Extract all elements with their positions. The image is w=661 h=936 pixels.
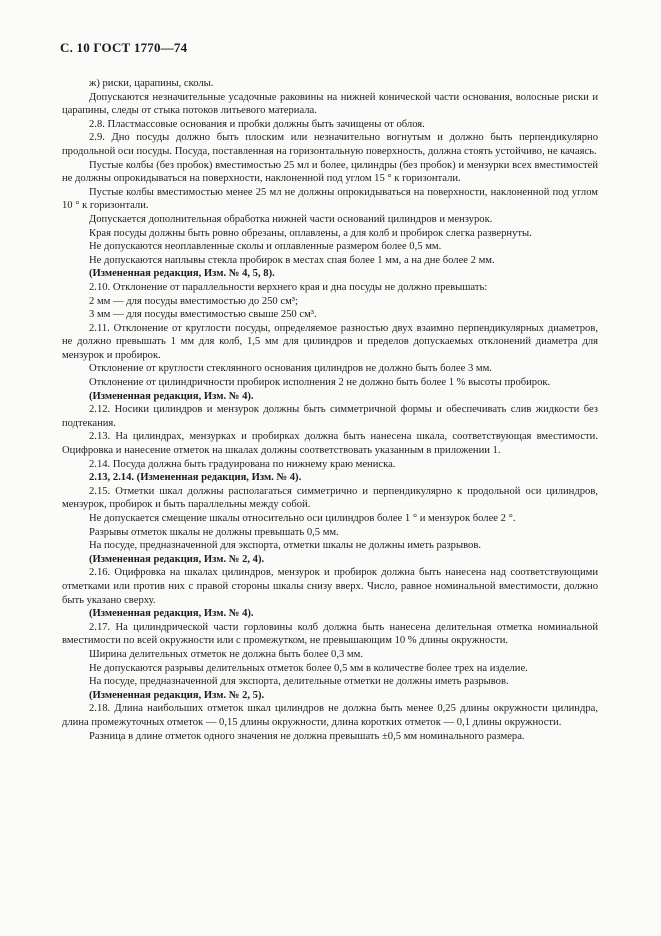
paragraph: 3 мм — для посуды вместимостью свыше 250 см³. [89, 309, 317, 321]
paragraph: 2.12. Носики цилиндров и мензурок должны быть симметричной формы и обеспечивать слив жидкости без подтекания. [62, 404, 598, 429]
paragraph: 2.15. Отметки шкал должны располагаться симметрично и перпендикулярно к продольной оси цилиндров, мензурок, пробирок и быть параллельны между собой. [62, 485, 598, 511]
paragraph: Пустые колбы (без пробок) вместимостью 25 мл и более, цилиндры (без пробок) и мензурки всех вместимостей не должны опрокидываться на поверхности, наклоненной под углом 15 ° к горизонтали. [62, 159, 598, 185]
paragraph: Отклонение от круглости стеклянного основания цилиндров не должно быть более 3 мм. [89, 363, 492, 375]
paragraph: 2.8. Пластмассовые основания и пробки должны быть зачищены от облоя. [89, 118, 425, 130]
paragraph: Не допускаются неоплавленные сколы и оплавленные размером более 0,5 мм. [89, 241, 442, 253]
paragraph: 2.16. Оцифровка на шкалах цилиндров, мензурок и пробирок должна быть нанесена над соответствующими отметками или против них с правой стороны шкалы снизу вверх. Число, равное номинальной вместимости, должно быть указано сверху. [62, 567, 598, 606]
paragraph: Допускаются незначительные усадочные раковины на нижней конической части основания, волосные риски и царапины, следы от стыка потоков литьевого материала. [62, 91, 598, 117]
paragraph: Допускается дополнительная обработка нижней части оснований цилиндров и мензурок. [89, 213, 493, 225]
paragraph: 2.13. На цилиндрах, мензурках и пробирках должна быть нанесена шкала, соответствующая вместимости. Оцифровка и нанесение отметок на шкалах должны соответствовать указанным в приложении 1. [62, 431, 598, 457]
amendment-note: 2.13, 2.14. (Измененная редакция, Изм. № 4). [89, 472, 302, 484]
paragraph: 2.14. Посуда должна быть градуирована по нижнему краю мениска. [89, 458, 396, 470]
amendment-note: (Измененная редакция, Изм. № 4). [89, 608, 254, 620]
amendment-note: (Измененная редакция, Изм. № 2, 5). [89, 689, 265, 701]
paragraph: На посуде, предназначенной для экспорта, отметки шкалы не должны иметь разрывов. [89, 540, 481, 552]
document-body [62, 77, 598, 743]
paragraph: Пустые колбы вместимостью менее 25 мл не должны опрокидываться на поверхности, наклоненной под углом 10 ° к горизонтали. [62, 186, 598, 212]
paragraph: 2.9. Дно посуды должно быть плоским или незначительно вогнутым и должно быть перпендикулярно продольной оси посуды. Посуда, поставленная на горизонтальную поверхность, должна стоять устойчиво, не качаясь. [62, 132, 598, 157]
paragraph: Ширина делительных отметок не должна быть более 0,3 мм. [89, 648, 363, 660]
amendment-note: (Измененная редакция, Изм. № 2, 4). [89, 553, 265, 565]
paragraph: ж) риски, царапины, сколы. [89, 78, 214, 89]
paragraph: Не допускаются разрывы делительных отметок более 0,5 мм в количестве более трех на изделие. [89, 662, 528, 674]
paragraph: 2.10. Отклонение от параллельности верхнего края и дна посуды не должно превышать: [89, 281, 488, 293]
paragraph: Отклонение от цилиндричности пробирок исполнения 2 не должно быть более 1 % высоты пробирок. [89, 377, 551, 389]
amendment-note: (Измененная редакция, Изм. № 4, 5, 8). [89, 268, 275, 280]
amendment-note: (Измененная редакция, Изм. № 4). [89, 390, 254, 402]
paragraph: 2.18. Длина наибольших отметок шкал цилиндров не должна быть менее 0,25 длины окружности цилиндра, длина промежуточных отметок — 0,15 длины окружности, длина коротких отметок — 0,1 длины окружности. [62, 703, 598, 728]
paragraph: Края посуды должны быть ровно обрезаны, оплавлены, а для колб и пробирок слегка развернуты. [89, 227, 532, 239]
paragraph: На посуде, предназначенной для экспорта, делительные отметки не должны иметь разрывов. [89, 676, 509, 688]
paragraph: 2.17. На цилиндрической части горловины колб должна быть нанесена делительная отметка номинальной вместимости по всей окружности или с промежутком, не превышающим 10 % длины окружности. [62, 621, 598, 647]
paragraph: Разница в длине отметок одного значения не должна превышать ±0,5 мм номинального размера. [89, 730, 525, 742]
paragraph: 2 мм — для посуды вместимостью до 250 см³; [89, 295, 298, 307]
paragraph: Не допускаются наплывы стекла пробирок в местах спая более 1 мм, а на дне более 2 мм. [89, 254, 495, 266]
paragraph: Не допускается смещение шкалы относительно оси цилиндров более 1 ° и мензурок более 2 °. [89, 513, 516, 524]
paragraph: 2.11. Отклонение от круглости посуды, определяемое разностью двух взаимно перпендикулярных диаметров, не должно превышать 1 мм для колб, 1,5 мм для цилиндров и пределов допускаемых отклонений диаметра для мензурок и пробирок. [62, 322, 598, 361]
paragraph: Разрывы отметок шкалы не должны превышать 0,5 мм. [89, 526, 339, 538]
page-header: С. 10 ГОСТ 1770—74 [60, 40, 188, 55]
